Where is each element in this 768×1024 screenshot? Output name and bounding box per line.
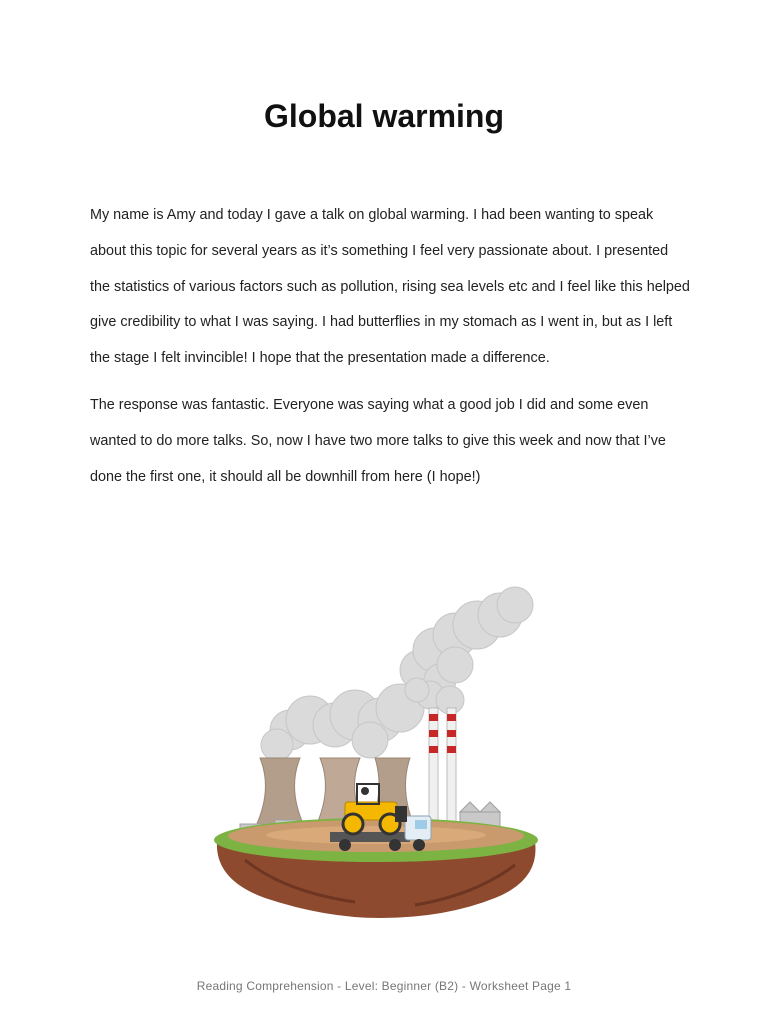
paragraph-2: The response was fantastic. Everyone was saying what a good job I did and some even wanted to do more talks. So, now I have two more talks to give this week and now that I’ve done the first one, it should all be downhill from here (I hope!) [90,396,666,485]
chimneys [429,708,456,830]
article-body [90,198,690,506]
paragraph-1: My name is Amy and today I gave a talk on global warming. I had been wanting to speak about this topic for several years as it’s something I feel very passionate about. I presented the statistics of various factors such as pollution, rising sea levels etc and I feel like this helped give credibility to what I was saying. I had butterflies in my stomach as I went in, but as I left the stage I felt invincible! I hope that the presentation made a difference. [90,207,690,367]
smoke-clouds [261,587,533,761]
page-title: Global warming [263,98,505,134]
page-footer: Reading Comprehension - Level: Beginner (B2) - Worksheet Page 1 [196,979,572,993]
factory-pollution-illustration [205,580,550,920]
